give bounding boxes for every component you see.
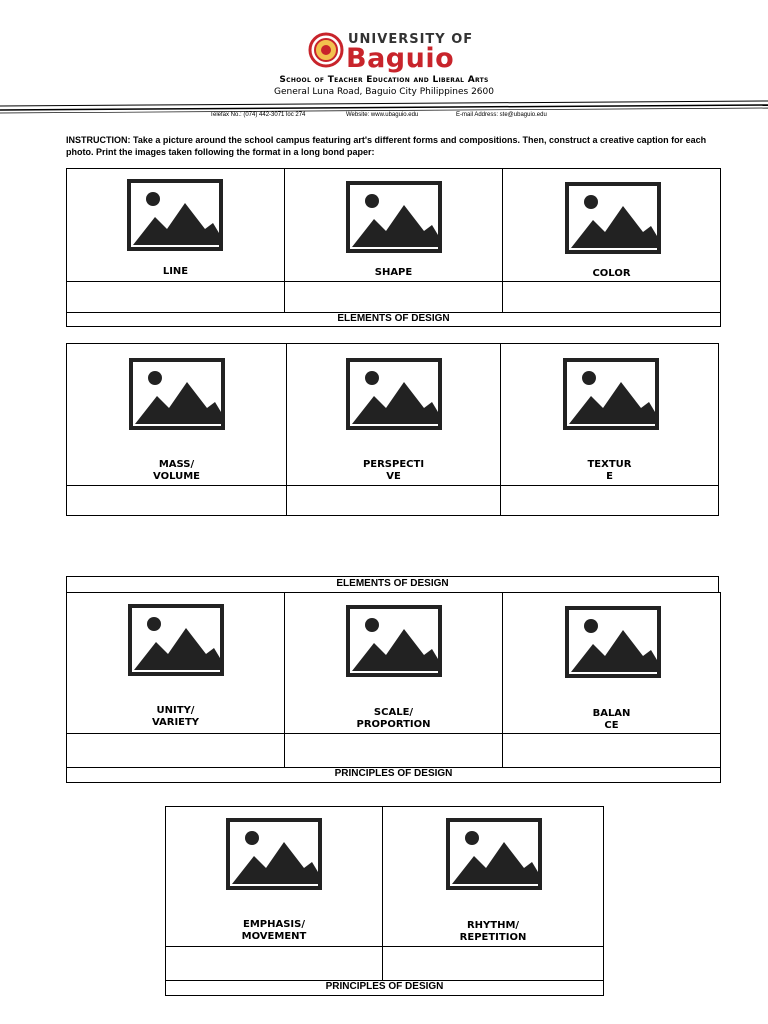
instruction-text: INSTRUCTION: Take a picture around the school campus featuring art's different forms and compositions. Then, construct a creative caption for each photo. Print the images taken following the format in a long bond paper: bbox=[66, 135, 707, 157]
university-name: Baguio bbox=[346, 43, 455, 74]
caption-cell bbox=[382, 946, 604, 981]
section-caption bbox=[66, 576, 719, 593]
section-caption-text: PRINCIPLES OF DESIGN bbox=[334, 768, 453, 779]
caption-cell bbox=[500, 485, 719, 516]
cell-label: SCALE/ PROPORTION bbox=[356, 707, 431, 730]
section-caption bbox=[66, 767, 721, 783]
cell-label: RHYTHM/ REPETITION bbox=[459, 920, 527, 943]
caption-cell bbox=[165, 946, 383, 981]
image-placeholder-icon bbox=[346, 181, 442, 253]
image-placeholder-icon bbox=[446, 818, 542, 890]
caption-cell bbox=[284, 733, 503, 768]
photo-cell-perspective bbox=[286, 343, 501, 486]
cell-label: EMPHASIS/ MOVEMENT bbox=[241, 919, 307, 942]
photo-cell-texture bbox=[500, 343, 719, 486]
cell-label: COLOR bbox=[592, 268, 631, 279]
website: Website: www.ubaguio.edu bbox=[346, 112, 419, 118]
cell-label: MASS/ VOLUME bbox=[153, 459, 200, 482]
photo-cell-shape bbox=[284, 168, 503, 282]
section-caption-text: ELEMENTS OF DESIGN bbox=[336, 578, 449, 589]
caption-cell bbox=[66, 733, 285, 768]
school-address: General Luna Road, Baguio City Philippines 2600 bbox=[273, 87, 494, 97]
university-top-text: UNIVERSITY OF bbox=[348, 32, 474, 47]
image-placeholder-icon bbox=[129, 358, 225, 430]
photo-cell-rhythm-repetition bbox=[382, 806, 604, 947]
image-placeholder-icon bbox=[127, 179, 223, 251]
telefax: Telefax No.: (074) 442-3071 loc 274 bbox=[210, 112, 306, 118]
cell-label: SHAPE bbox=[374, 267, 413, 278]
cell-label: TEXTUR E bbox=[587, 459, 632, 482]
photo-cell-scale-proportion bbox=[284, 592, 503, 734]
image-placeholder-icon bbox=[563, 358, 659, 430]
cell-label: LINE bbox=[162, 266, 189, 277]
caption-cell bbox=[502, 733, 721, 768]
photo-cell-color bbox=[502, 168, 721, 282]
photo-cell-unity-variety bbox=[66, 592, 285, 734]
email: E-mail Address: ste@ubaguio.edu bbox=[456, 112, 547, 118]
section-caption bbox=[66, 312, 721, 327]
image-placeholder-icon bbox=[226, 818, 322, 890]
photo-cell-mass-volume bbox=[66, 343, 287, 486]
cell-label: BALAN CE bbox=[592, 708, 631, 731]
school-name: School of Teacher Education and Liberal Arts bbox=[279, 75, 489, 85]
image-placeholder-icon bbox=[128, 604, 224, 676]
image-placeholder-icon bbox=[565, 182, 661, 254]
photo-cell-balance bbox=[502, 592, 721, 734]
section-caption-text: ELEMENTS OF DESIGN bbox=[337, 313, 450, 324]
image-placeholder-icon bbox=[346, 605, 442, 677]
university-seal-icon bbox=[308, 30, 344, 70]
cell-label: PERSPECTI VE bbox=[362, 459, 425, 482]
photo-cell-emphasis-movement bbox=[165, 806, 383, 947]
image-placeholder-icon bbox=[346, 358, 442, 430]
caption-cell bbox=[286, 485, 501, 516]
section-caption-text: PRINCIPLES OF DESIGN bbox=[325, 981, 444, 992]
section-caption bbox=[165, 980, 604, 996]
image-placeholder-icon bbox=[565, 606, 661, 678]
caption-cell bbox=[502, 281, 721, 313]
photo-cell-line bbox=[66, 168, 285, 282]
caption-cell bbox=[284, 281, 503, 313]
caption-cell bbox=[66, 281, 285, 313]
cell-label: UNITY/ VARIETY bbox=[151, 705, 200, 728]
caption-cell bbox=[66, 485, 287, 516]
